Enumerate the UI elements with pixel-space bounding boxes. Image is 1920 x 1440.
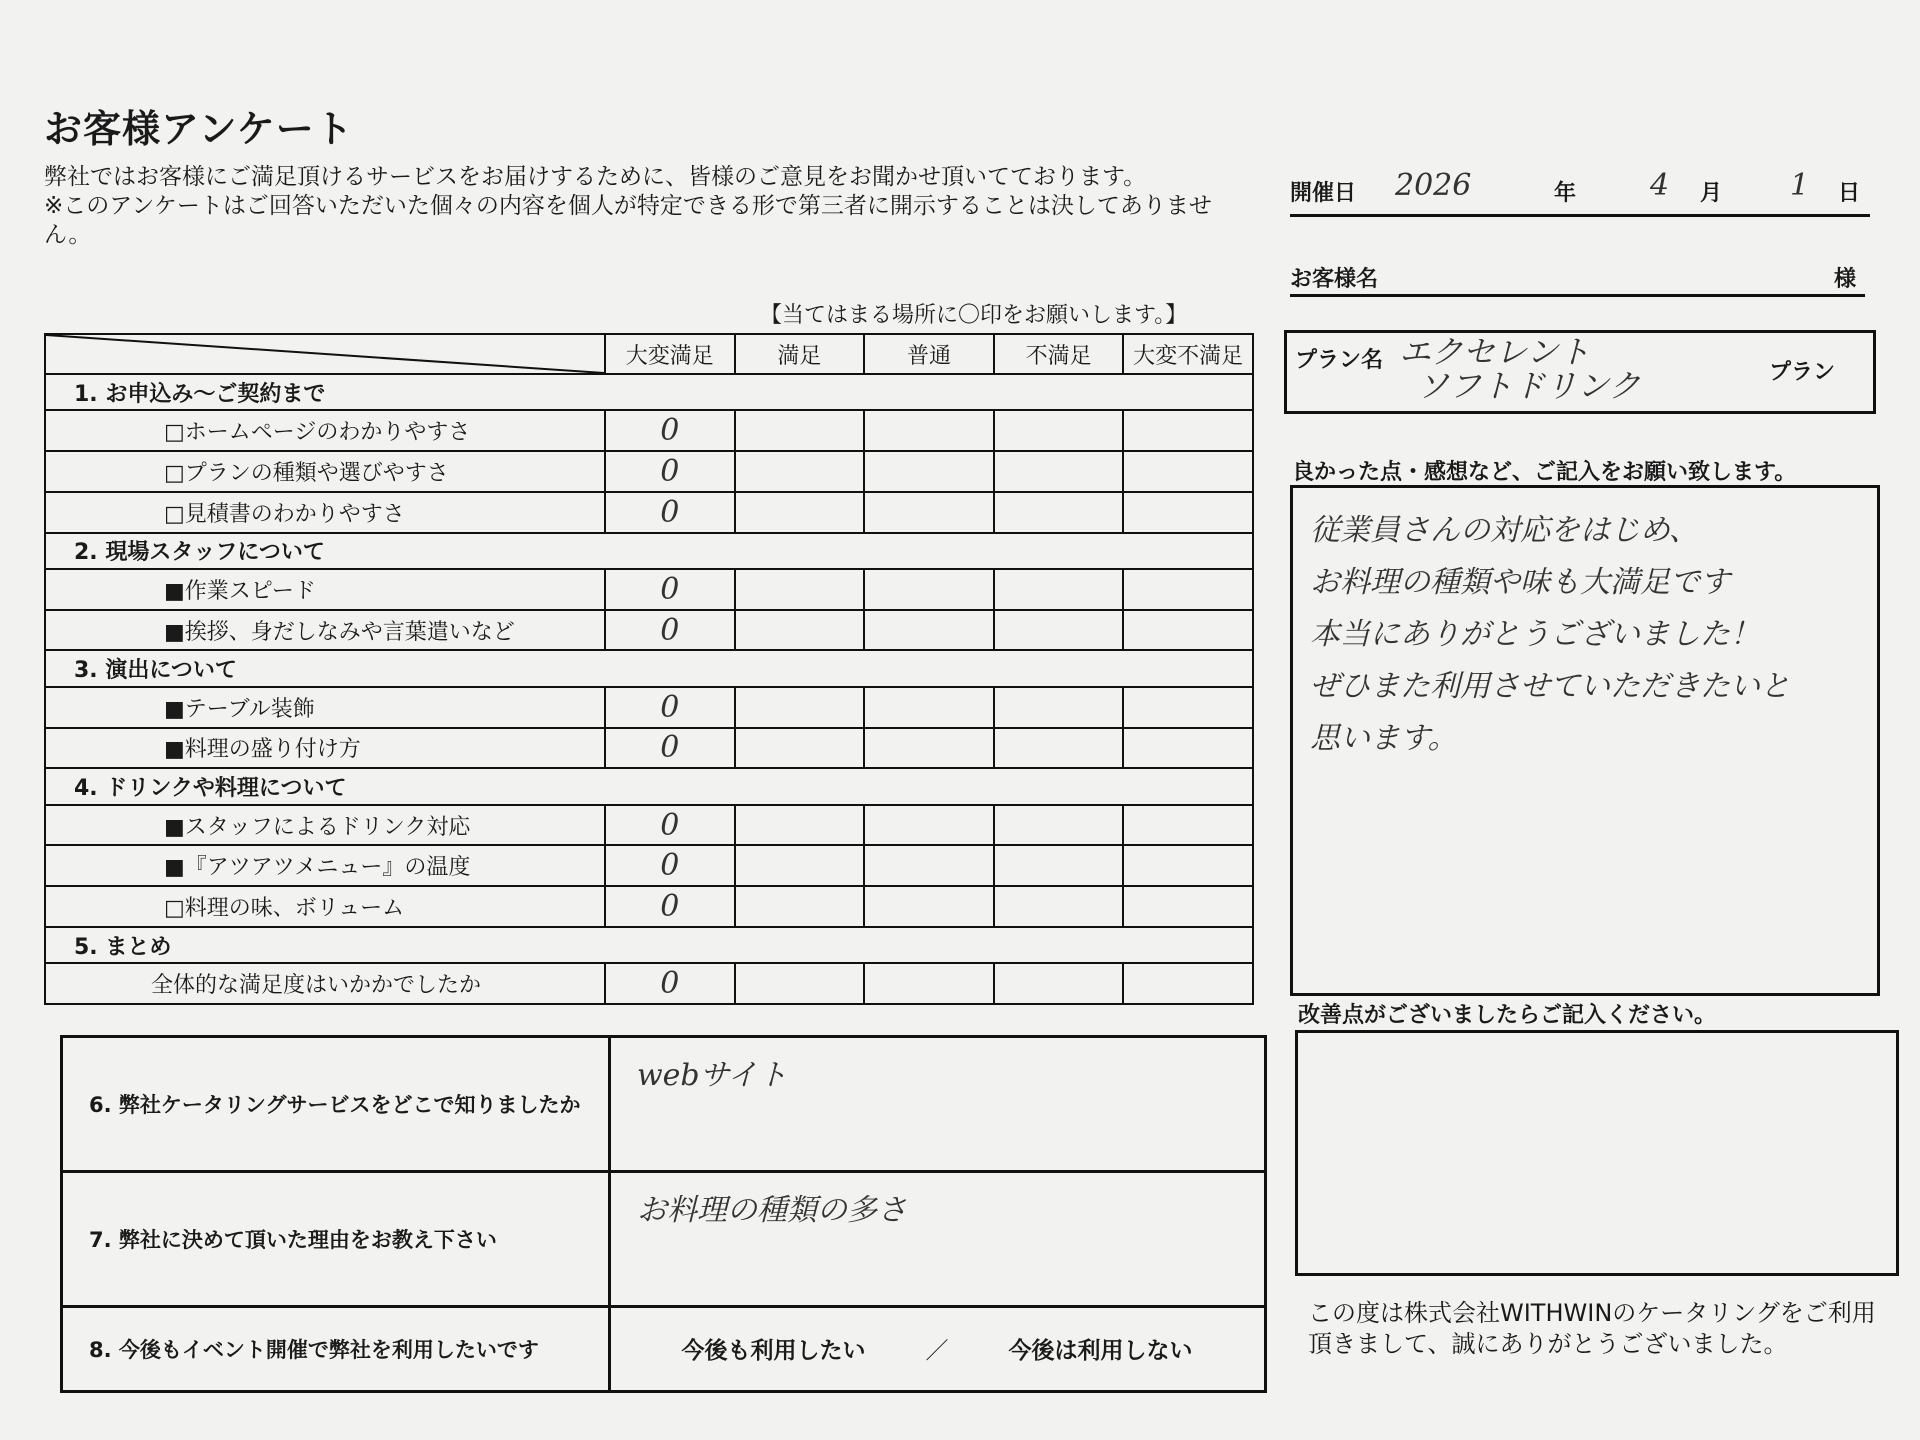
corner-cell bbox=[45, 334, 605, 374]
rating-cell[interactable] bbox=[864, 610, 994, 651]
open-questions-table bbox=[60, 1035, 1267, 1393]
rating-header-row bbox=[45, 334, 1253, 374]
rating-mark-cell[interactable] bbox=[605, 610, 735, 651]
rating-cell[interactable] bbox=[1123, 963, 1253, 1004]
handwritten-answer: webサイト bbox=[637, 1058, 788, 1093]
rating-cell[interactable] bbox=[735, 492, 865, 533]
table-row bbox=[45, 569, 1253, 610]
rating-mark-cell[interactable] bbox=[605, 569, 735, 610]
section-row bbox=[45, 927, 1253, 963]
improvements-label: 改善点がございましたらご記入ください。 bbox=[1298, 1003, 1717, 1028]
col-dissatisfied: 不満足 bbox=[994, 334, 1124, 374]
rating-mark-cell[interactable] bbox=[605, 845, 735, 886]
rating-mark-cell[interactable] bbox=[605, 886, 735, 927]
question-6-answer-field[interactable] bbox=[610, 1037, 1266, 1172]
rating-cell[interactable] bbox=[994, 610, 1124, 651]
rating-cell[interactable] bbox=[994, 886, 1124, 927]
comment-line: 従業員さんの対応をはじめ、 bbox=[1310, 513, 1699, 548]
rating-mark-cell[interactable] bbox=[605, 451, 735, 492]
handwritten-mark: 0 bbox=[660, 889, 680, 924]
rating-cell[interactable] bbox=[994, 963, 1124, 1004]
plan-name-line1[interactable]: エクセレント bbox=[1399, 333, 1591, 371]
rating-cell[interactable] bbox=[864, 569, 994, 610]
rating-cell[interactable] bbox=[994, 687, 1124, 728]
intro-text bbox=[44, 163, 1254, 250]
table-row bbox=[45, 963, 1253, 1004]
question-label: ■『アツアツメニュー』の温度 bbox=[45, 845, 605, 886]
question-6-label: 6. 弊社ケータリングサービスをどこで知りましたか bbox=[62, 1037, 610, 1172]
handwritten-mark: 0 bbox=[660, 807, 680, 843]
table-row bbox=[45, 687, 1253, 728]
rating-cell[interactable] bbox=[864, 451, 994, 492]
table-row bbox=[45, 410, 1253, 451]
plan-name-box bbox=[1284, 330, 1876, 414]
event-date-label: 開催日 bbox=[1290, 181, 1357, 206]
comment-line: ぜひまた利用させていただきたいと bbox=[1310, 669, 1790, 704]
page-title: お客様アンケート bbox=[44, 107, 354, 151]
section-title: 2. 現場スタッフについて bbox=[45, 533, 1253, 569]
good-points-text bbox=[1310, 505, 1870, 765]
handwritten-mark: 0 bbox=[660, 571, 680, 607]
section-title: 3. 演出について bbox=[45, 650, 1253, 686]
rating-cell[interactable] bbox=[1123, 845, 1253, 886]
plan-name-line2[interactable]: ソフトドリンク bbox=[1417, 367, 1641, 405]
option-yes[interactable]: 今後も利用したい bbox=[681, 1338, 866, 1365]
rating-cell[interactable] bbox=[864, 687, 994, 728]
handwritten-mark: 0 bbox=[660, 453, 680, 489]
event-month-unit: 月 bbox=[1700, 181, 1723, 206]
handwritten-mark: 0 bbox=[660, 413, 680, 449]
rating-cell[interactable] bbox=[994, 451, 1124, 492]
question-label: ■スタッフによるドリンク対応 bbox=[45, 805, 605, 846]
question-label: □プランの種類や選びやすさ bbox=[45, 451, 605, 492]
rating-cell[interactable] bbox=[1123, 410, 1253, 451]
rating-cell[interactable] bbox=[735, 687, 865, 728]
rating-cell[interactable] bbox=[735, 805, 865, 846]
event-date-row bbox=[1290, 168, 1870, 217]
section-row bbox=[45, 768, 1253, 804]
intro-line-2: ※このアンケートはご回答いただいた個々の内容を個人が特定できる形で第三者に開示することは決してありません。 bbox=[44, 193, 1212, 248]
rating-cell[interactable] bbox=[735, 610, 865, 651]
table-row bbox=[45, 610, 1253, 651]
customer-name-label: お客様名 bbox=[1290, 267, 1379, 292]
event-day-unit: 日 bbox=[1838, 181, 1861, 206]
table-row bbox=[45, 886, 1253, 927]
rating-cell[interactable] bbox=[1123, 886, 1253, 927]
rating-table bbox=[44, 333, 1254, 1005]
option-no[interactable]: 今後は利用しない bbox=[1008, 1338, 1193, 1365]
rating-cell[interactable] bbox=[1123, 451, 1253, 492]
rating-cell[interactable] bbox=[735, 728, 865, 769]
rating-cell[interactable] bbox=[735, 845, 865, 886]
table-row bbox=[45, 728, 1253, 769]
improvements-box[interactable] bbox=[1295, 1030, 1899, 1276]
rating-cell[interactable] bbox=[864, 845, 994, 886]
section-title: 1. お申込み～ご契約まで bbox=[45, 374, 1253, 410]
question-label: ■挨拶、身だしなみや言葉遣いなど bbox=[45, 610, 605, 651]
handwritten-mark: 0 bbox=[660, 848, 680, 884]
rating-cell[interactable] bbox=[735, 886, 865, 927]
handwritten-mark: 0 bbox=[660, 612, 680, 648]
col-very-satisfied: 大変満足 bbox=[605, 334, 735, 374]
question-8-choice-cell bbox=[610, 1306, 1266, 1391]
rating-cell[interactable] bbox=[1123, 610, 1253, 651]
col-neutral: 普通 bbox=[864, 334, 994, 374]
closing-message: この度は株式会社WITHWINのケータリングをご利用頂きまして、誠にありがとうございました。 bbox=[1308, 1299, 1876, 1358]
question-row-6 bbox=[62, 1037, 1266, 1172]
rating-cell[interactable] bbox=[994, 728, 1124, 769]
rating-cell[interactable] bbox=[735, 451, 865, 492]
rating-cell[interactable] bbox=[1123, 687, 1253, 728]
event-day-value[interactable]: 1 bbox=[1790, 168, 1810, 203]
rating-cell[interactable] bbox=[994, 569, 1124, 610]
rating-mark-cell[interactable] bbox=[605, 805, 735, 846]
comment-line: 本当にありがとうございました！ bbox=[1310, 617, 1760, 652]
question-7-answer-field[interactable] bbox=[610, 1171, 1266, 1306]
rating-cell[interactable] bbox=[864, 805, 994, 846]
good-points-label: 良かった点・感想など、ご記入をお願い致します。 bbox=[1292, 460, 1797, 485]
rating-cell[interactable] bbox=[864, 410, 994, 451]
section-title: 4. ドリンクや料理について bbox=[45, 768, 1253, 804]
rating-mark-cell[interactable] bbox=[605, 963, 735, 1004]
question-row-8 bbox=[62, 1306, 1266, 1391]
event-year-unit: 年 bbox=[1554, 181, 1577, 206]
question-label: ■テーブル装飾 bbox=[45, 687, 605, 728]
rating-cell[interactable] bbox=[994, 492, 1124, 533]
rating-cell[interactable] bbox=[994, 410, 1124, 451]
plan-name-label: プラン名 bbox=[1295, 348, 1384, 373]
col-very-dissatisfied: 大変不満足 bbox=[1123, 334, 1253, 374]
comment-line: 思います。 bbox=[1310, 721, 1458, 756]
instruction-text: 【当てはまる場所に〇印をお願いします。】 bbox=[760, 303, 1188, 328]
rating-cell[interactable] bbox=[1123, 805, 1253, 846]
customer-name-row bbox=[1290, 258, 1865, 297]
section-row bbox=[45, 650, 1253, 686]
intro-line-1: 弊社ではお客様にご満足頂けるサービスをお届けするために、皆様のご意見をお聞かせ頂いてております。 bbox=[44, 164, 1147, 190]
section-title: 5. まとめ bbox=[45, 927, 1253, 963]
question-row-7 bbox=[62, 1171, 1266, 1306]
question-label: ■作業スピード bbox=[45, 569, 605, 610]
table-row bbox=[45, 805, 1253, 846]
handwritten-mark: 0 bbox=[660, 494, 680, 530]
question-label: ■料理の盛り付け方 bbox=[45, 728, 605, 769]
event-month-value[interactable]: 4 bbox=[1650, 168, 1670, 203]
customer-name-suffix: 様 bbox=[1834, 267, 1857, 292]
rating-cell[interactable] bbox=[994, 805, 1124, 846]
rating-cell[interactable] bbox=[994, 845, 1124, 886]
handwritten-mark: 0 bbox=[660, 966, 680, 1002]
rating-mark-cell[interactable] bbox=[605, 687, 735, 728]
rating-mark-cell[interactable] bbox=[605, 728, 735, 769]
comment-line: お料理の種類や味も大満足です bbox=[1310, 565, 1730, 600]
rating-cell[interactable] bbox=[864, 963, 994, 1004]
rating-cell[interactable] bbox=[864, 728, 994, 769]
question-7-label: 7. 弊社に決めて頂いた理由をお教え下さい bbox=[62, 1171, 610, 1306]
table-row bbox=[45, 451, 1253, 492]
option-separator: ／ bbox=[925, 1338, 949, 1365]
question-label: □料理の味、ボリューム bbox=[45, 886, 605, 927]
plan-name-suffix: プラン bbox=[1769, 360, 1836, 385]
handwritten-mark: 0 bbox=[660, 730, 680, 766]
rating-mark-cell[interactable] bbox=[605, 492, 735, 533]
handwritten-answer: お料理の種類の多さ bbox=[637, 1192, 907, 1228]
rating-cell[interactable] bbox=[1123, 728, 1253, 769]
question-label: 全体的な満足度はいかかでしたか bbox=[45, 963, 605, 1004]
rating-cell[interactable] bbox=[735, 410, 865, 451]
handwritten-mark: 0 bbox=[660, 689, 680, 725]
section-row bbox=[45, 533, 1253, 569]
event-year-value[interactable]: 2026 bbox=[1395, 168, 1472, 203]
rating-mark-cell[interactable] bbox=[605, 410, 735, 451]
choice-group bbox=[611, 1332, 1263, 1365]
table-row bbox=[45, 492, 1253, 533]
section-row bbox=[45, 374, 1253, 410]
rating-cell[interactable] bbox=[1123, 492, 1253, 533]
question-label: □ホームページのわかりやすさ bbox=[45, 410, 605, 451]
rating-cell[interactable] bbox=[864, 886, 994, 927]
table-row bbox=[45, 845, 1253, 886]
rating-cell[interactable] bbox=[735, 963, 865, 1004]
col-satisfied: 満足 bbox=[735, 334, 865, 374]
rating-cell[interactable] bbox=[1123, 569, 1253, 610]
rating-cell[interactable] bbox=[735, 569, 865, 610]
rating-cell[interactable] bbox=[864, 492, 994, 533]
question-label: □見積書のわかりやすさ bbox=[45, 492, 605, 533]
question-8-label: 8. 今後もイベント開催で弊社を利用したいです bbox=[62, 1306, 610, 1391]
